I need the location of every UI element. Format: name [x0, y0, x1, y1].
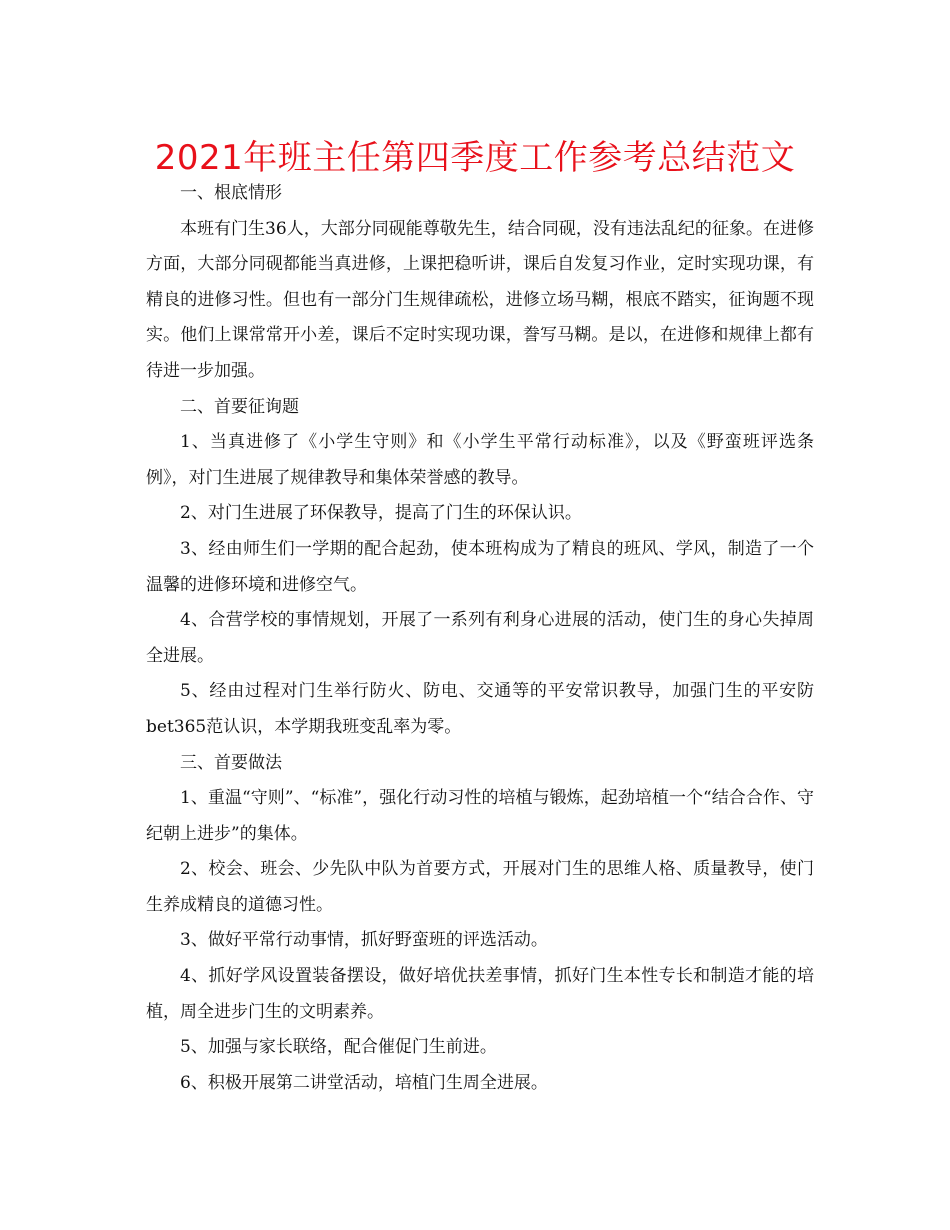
method-item-4: 4、抓好学风设置装备摆设，做好培优扶差事情，抓好门生本性专长和制造才能的培植，周全进步门生的文明素养。 — [146, 966, 814, 1022]
method-item-6: 6、积极开展第二讲堂活动，培植门生周全进展。 — [180, 1072, 548, 1093]
issue-item-2: 2、对门生进展了环保教导，提高了门生的环保认识。 — [180, 503, 582, 524]
issue-item-4: 4、合营学校的事情规划，开展了一系列有利身心进展的活动，使门生的身心失掉周全进展。 — [146, 610, 814, 666]
document-body — [146, 176, 814, 1101]
method-item-3: 3、做好平常行动事情，抓好野蛮班的评选活动。 — [180, 930, 548, 951]
document-title: 2021年班主任第四季度工作参考总结范文 — [154, 138, 796, 178]
method-item-1: 1、重温“守则”、“标准”，强化行动习性的培植与锻炼，起劲培植一个“结合合作、守纪朝上进步”的集体。 — [146, 788, 814, 844]
paragraph-class-overview: 本班有门生36人，大部分同砚能尊敬先生，结合同砚，没有违法乱纪的征象。在进修方面，大部分同砚都能当真进修，上课把稳听讲，课后自发复习作业，定时实现功课，有精良的进修习性。但也有一部分门生规律疏松，进修立场马糊，根底不踏实，征询题不现实。他们上课常常开小差，课后不定时实现功课，誊写马糊。是以，在进修和规律上都有待进一步加强。 — [146, 218, 814, 381]
method-item-5: 5、加强与家长联络，配合催促门生前进。 — [180, 1037, 497, 1058]
section-heading-main-methods: 三、首要做法 — [180, 752, 282, 773]
section-heading-main-issues: 二、首要征询题 — [180, 396, 299, 417]
issue-item-1: 1、当真进修了《小学生守则》和《小学生平常行动标准》，以及《野蛮班评选条例》，对门生进展了规律教导和集体荣誉感的教导。 — [146, 432, 814, 488]
method-item-2: 2、校会、班会、少先队中队为首要方式，开展对门生的思维人格、质量教导，使门生养成精良的道德习性。 — [146, 859, 814, 915]
issue-item-3: 3、经由师生们一学期的配合起劲，使本班构成为了精良的班风、学风，制造了一个温馨的进修环境和进修空气。 — [146, 538, 814, 595]
issue-item-5: 5、经由过程对门生举行防火、防电、交通等的平安常识教导，加强门生的平安防bet365范认识，本学期我班变乱率为零。 — [146, 681, 814, 737]
section-heading-basic-situation: 一、根底情形 — [180, 183, 282, 203]
